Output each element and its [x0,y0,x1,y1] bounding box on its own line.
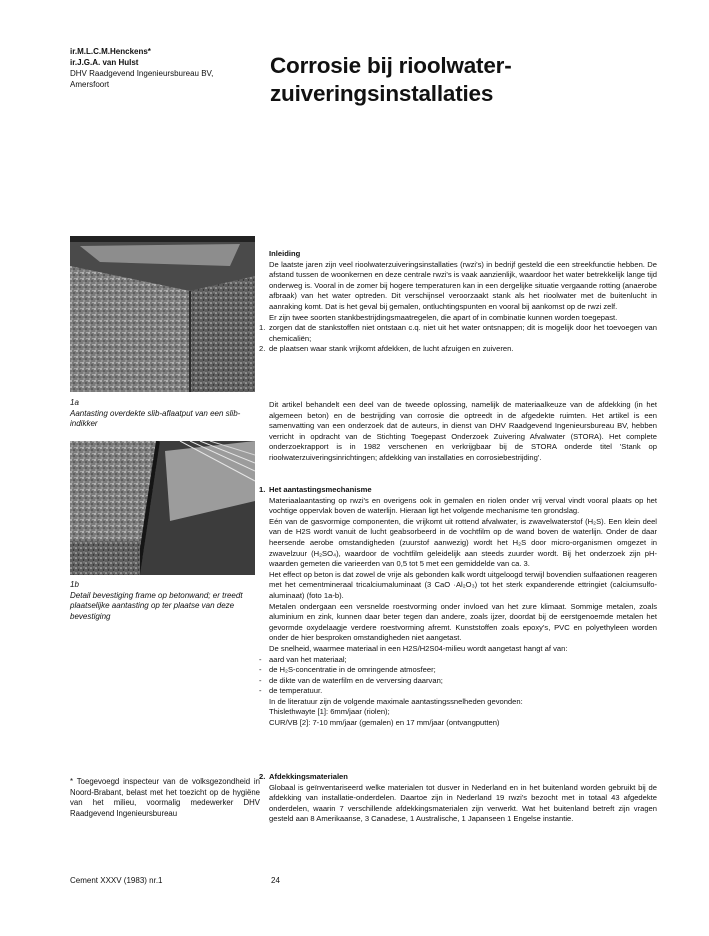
paragraph: De snelheid, waarmee materiaal in een H2S/H2S04-milieu wordt aangetast hangt af van: [269,643,568,653]
list-text: de plaatsen waar stank vrijkomt afdekken, de lucht afzuigen en zuiveren. [269,344,514,354]
bullet-mark: - [259,675,262,685]
paragraph: De laatste jaren zijn veel rioolwaterzuiveringsinstallaties (rwzi's) in bedrijf gesteld die een streekfunctie hebben. De afstand tussen de woonkernen en deze centrale rwzi's is vaak aanzienlijk, waardoor het water betrekkelijk lange tijd onderweg is. Vooral in de zomer bij hogere temperaturen kan in een dergelijke situatie vergaande rotting (anaerobe afbraak) van het water optreden. Dit verschijnsel veroorzaakt stank als het rioolwater met de buitenlucht in aanraking komt. Dat is het geval bij gemalen, ontluchtingspunten en vooral bij aankomst op de rwzi zelf. [269,259,657,311]
author-footnote: * Toegevoegd inspecteur van de volksgezondheid in Noord-Brabant, belast met het toezicht op de hygiëne van het milieu, voormalig medewerker DHV Raadgevend Ingenieursbureau [70,777,260,818]
list-text: zorgen dat de stankstoffen niet ontstaan c.q. niet uit het water ontsnappen; dit is mogelijk door het toevoegen van chemicaliën; [269,323,657,343]
photo-1a [70,236,255,392]
paragraph: Metalen ondergaan een versnelde roestvorming onder invloed van het zure klimaat. Sommige metalen, zoals aluminium en zink, kunnen daar beter tegen dan andere, zoals ijzer, doordat bij de eerstgenoemde metalen het gevormde oxydelaagje verdere roestvorming afremt. Kunststoffen zoals epoxy's, PVC en polyethyleen worden onder de hier besproken omstandigheden niet aangetast. [269,601,657,643]
figure-1b-number: 1b [70,580,79,589]
inleiding-section [259,249,657,355]
author-affiliation: DHV Raadgevend Ingenieursbureau BV, Amersfoort [70,69,214,89]
figure-1a-number: 1a [70,398,79,407]
bullet-mark: - [259,665,262,675]
paragraph: In de literatuur zijn de volgende maximale aantastingssnelheden gevonden: [269,696,523,706]
figure-1a-caption [70,398,260,430]
list-text: aard van het materiaal; [269,654,347,664]
list-item [259,323,657,344]
title-line-1: Corrosie bij rioolwater- [270,53,512,78]
list-item [259,665,657,676]
list-item [259,686,657,697]
figure-1a-text: Aantasting overdekte slib-aflaatput van een slib-indikker [70,408,241,428]
photo-1b [70,441,255,575]
section-heading-1 [259,485,657,496]
paragraph: Dit artikel behandelt een deel van de tweede oplossing, namelijk de materiaalkeuze van de afdekking (in het algemeen beton) en de bestrijding van corrosie die optreedt in de afgedekte ruimten. Het artikel is een samenvatting van een onderzoek dat de auteurs, in dienst van DHV Raadgevend Ingenieursbureau BV, hebben verricht in opdracht van de Stichting Toegepast Onderzoek Zuivering Afvalwater (STORA). Het complete onderzoekrapport is in 1982 verschenen en verkrijgbaar bij de STORA onderde titel 'Stank op rioolwaterzuiveringsinrichtingen; afdekking van installaties en corrosiebestrijding'. [269,400,657,462]
paragraph: Eén van de gasvormige componenten, die vrijkomt uit rottend afvalwater, is zwavelwaterstof (H₂S). Een klein deel van de H2S wordt vanuit de lucht geabsorbeerd in de vochtfilm op de wand boven de waterlijn. Onder de daar heersende aerobe omstandigheden (zuurstof aanwezig) wordt het H₂S door micro-organismen omgezet in zwavelzuur (H₂SO₄), waardoor de vochtfilm geleidelijk aan steeds zuurder wordt. Bij het onderzoek zijn pH-waarden gemeten die varieerden van 0,5 tot 5 met een gemiddelde van ca. 3. [269,516,657,569]
author-name-1: ir.M.L.C.M.Henckens* [70,47,151,56]
section-number: 2. [259,772,266,781]
paragraph: Er zijn twee soorten stankbestrijdingsmaatregelen, die apart of in combinatie kunnen worden toegepast. [269,312,618,322]
section-number: 1. [259,485,266,494]
section-heading-inleiding: Inleiding [269,249,301,258]
figure-1b-caption [70,580,260,622]
page-number: 24 [271,876,280,885]
section-heading-2 [259,772,657,783]
bullet-mark: - [259,686,262,696]
paragraph: Het effect op beton is dat zowel de vrije als gebonden kalk wordt uitgeloogd terwijl bovendien sulfaationen reageren met het cementmineraal tricalciumaluminaat (3 CaO ·Al₂O₃) tot het sterk expanderende ettringiet (calciumsulfo-aluminaat) (foto 1a-b). [269,569,657,600]
list-number: 1. [259,323,266,333]
article-title [270,52,690,108]
paragraph: CUR/VB [2]: 7-10 mm/jaar (gemalen) en 17 mm/jaar (ontvangputten) [269,718,500,728]
title-line-2: zuiveringsinstallaties [270,81,494,106]
list-text: de H₂S-concentratie in de omringende atmosfeer; [269,665,436,675]
section-1 [259,485,657,729]
list-item [259,675,657,687]
author-block [70,46,250,90]
list-item [259,654,657,666]
section-title: Afdekkingsmaterialen [269,772,348,781]
figure-1b-text: Detail bevestiging frame op betonwand; er treedt plaatselijke aantasting op ter plaatse van deze bevestiging [70,590,243,621]
journal-reference: Cement XXXV (1983) nr.1 [70,876,163,885]
list-item [259,344,657,355]
paragraph: Globaal is geïnventariseerd welke materialen tot dusver in Nederland en in het buitenland worden gebruikt bij de afdekking van installatie-onderdelen. Daartoe zijn in Nederland 19 rwzi's bezocht met in totaal 43 afgedekte onderdelen, waarin 7 verschillende afdekkingsmaterialen zijn verwerkt. Wat het buitenland betreft zijn vragen gesteld aan 8 Amerikaanse, 3 Canadese, 1 Australische, 1 Japanseen 1 Engelse instantie. [269,782,657,824]
bullet-mark: - [259,654,262,664]
list-number: 2. [259,344,266,354]
paragraph: Thislethwayte [1]: 6mm/jaar (riolen); [269,707,390,717]
list-text: de dikte van de waterfilm en de verversing daarvan; [269,675,443,685]
intro-scope-paragraph [269,400,657,464]
section-title: Het aantastingsmechanisme [269,485,372,494]
list-text: de temperatuur. [269,686,323,696]
author-name-2: ir.J.G.A. van Hulst [70,58,139,67]
paragraph: Materiaalaantasting op rwzi's en overigens ook in gemalen en riolen onder vrij verval vindt vooral plaats op het vochtige oppervlak boven de waterlijn. Hieraan ligt het volgende mechanisme ten grondslag. [269,495,657,516]
section-2 [259,772,657,825]
